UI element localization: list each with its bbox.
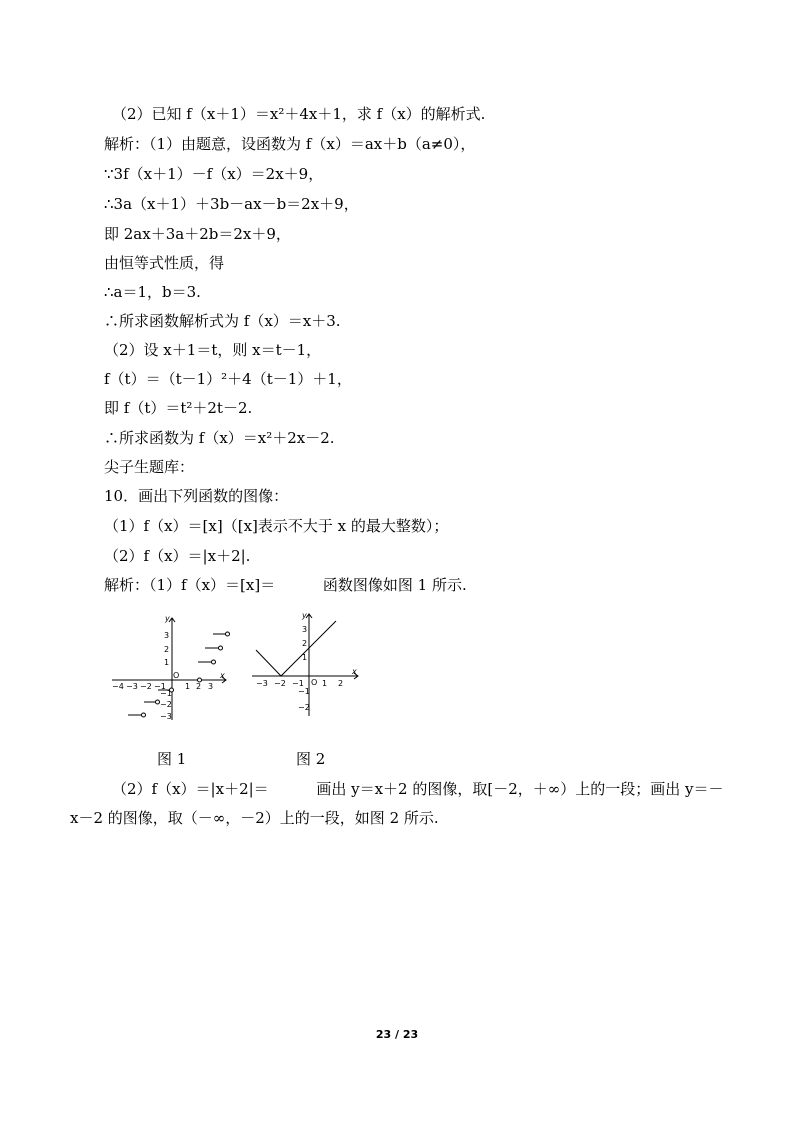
text-line-12: ∴所求函数为 f（x）＝x²＋2x－2.: [104, 429, 335, 447]
fig1-xtick: −1: [154, 682, 166, 691]
text-line-18: （2）f（x）＝|x＋2|＝ 画出 y＝x＋2 的图像，取[－2，＋∞）上的一段；画出 y＝－: [112, 780, 724, 798]
text-line-16: （2）f（x）＝|x＋2|.: [104, 547, 251, 565]
text-line-9: （2）设 x＋1＝t，则 x＝t－1，: [104, 341, 322, 359]
fig1-y-label: y: [165, 614, 170, 623]
text-line-2: 解析：（1）由题意，设函数为 f（x）＝ax＋b（a≠0），: [104, 135, 476, 153]
text-line-17: 解析：（1）f（x）＝[x]＝ 函数图像如图 1 所示.: [104, 576, 467, 594]
fig2-xtick: 1: [322, 679, 328, 688]
fig1-xtick: −4: [112, 682, 124, 691]
fig1-xtick: −3: [126, 682, 138, 691]
text-line-5: 即 2ax＋3a＋2b＝2x＋9，: [104, 225, 291, 243]
fig1-xtick: −2: [140, 682, 152, 691]
text-line-3: ∵3f（x＋1）－f（x）＝2x＋9，: [104, 165, 324, 183]
floor-function-graph: [108, 612, 236, 724]
fig2-xtick: −3: [256, 679, 268, 688]
fig2-xtick: −1: [292, 679, 304, 688]
text-line-10: f（t）＝（t－1）²＋4（t－1）＋1，: [104, 370, 352, 388]
fig1-xtick: 1: [185, 682, 191, 691]
fig1-ytick: 3: [164, 631, 170, 640]
text-line-7: ∴a＝1，b＝3.: [104, 283, 201, 301]
text-line-13: 尖子生题库：: [104, 458, 195, 476]
fig2-x-label: x: [352, 667, 357, 676]
absolute-value-graph: [250, 610, 366, 722]
figure-2: [250, 610, 366, 726]
text-line-6: 由恒等式性质，得: [104, 254, 225, 272]
fig1-origin: O: [173, 671, 180, 680]
fig1-ytick: −3: [160, 712, 172, 721]
fig2-y-label: y: [302, 611, 307, 620]
fig1-ytick: −1: [160, 689, 172, 698]
fig1-xtick: 3: [208, 682, 214, 691]
text-line-15: （1）f（x）＝[x]（[x]表示不大于 x 的最大整数）；: [104, 517, 449, 535]
fig2-ytick: −2: [298, 703, 310, 712]
fig1-ytick: 2: [164, 645, 170, 654]
figure-1-caption: 图 1: [157, 750, 187, 768]
fig2-origin: O: [311, 678, 318, 687]
text-line-19: x－2 的图像，取（－∞，－2）上的一段，如图 2 所示.: [70, 809, 439, 827]
fig1-x-label: x: [220, 671, 225, 680]
fig1-xtick: 2: [196, 682, 202, 691]
fig2-xtick: −2: [274, 679, 286, 688]
fig2-xtick: 2: [338, 679, 344, 688]
text-line-14: 10．画出下列函数的图像：: [104, 487, 289, 505]
text-line-11: 即 f（t）＝t²＋2t－2.: [104, 399, 253, 417]
text-line-8: ∴所求函数解析式为 f（x）＝x＋3.: [104, 312, 341, 330]
fig2-ytick: −1: [298, 687, 310, 696]
fig1-ytick: −2: [160, 700, 172, 709]
text-line-1: （2）已知 f（x＋1）＝x²＋4x＋1，求 f（x）的解析式.: [112, 105, 486, 123]
fig2-ytick: 1: [302, 653, 308, 662]
fig1-ytick: 1: [164, 658, 170, 667]
fig2-ytick: 3: [302, 625, 308, 634]
fig2-ytick: 2: [302, 639, 308, 648]
text-line-4: ∴3a（x＋1）＋3b－ax－b＝2x＋9，: [104, 195, 359, 213]
figure-1: [108, 612, 236, 728]
figure-2-caption: 图 2: [296, 750, 326, 768]
page-number: 23 / 23: [375, 1028, 419, 1041]
